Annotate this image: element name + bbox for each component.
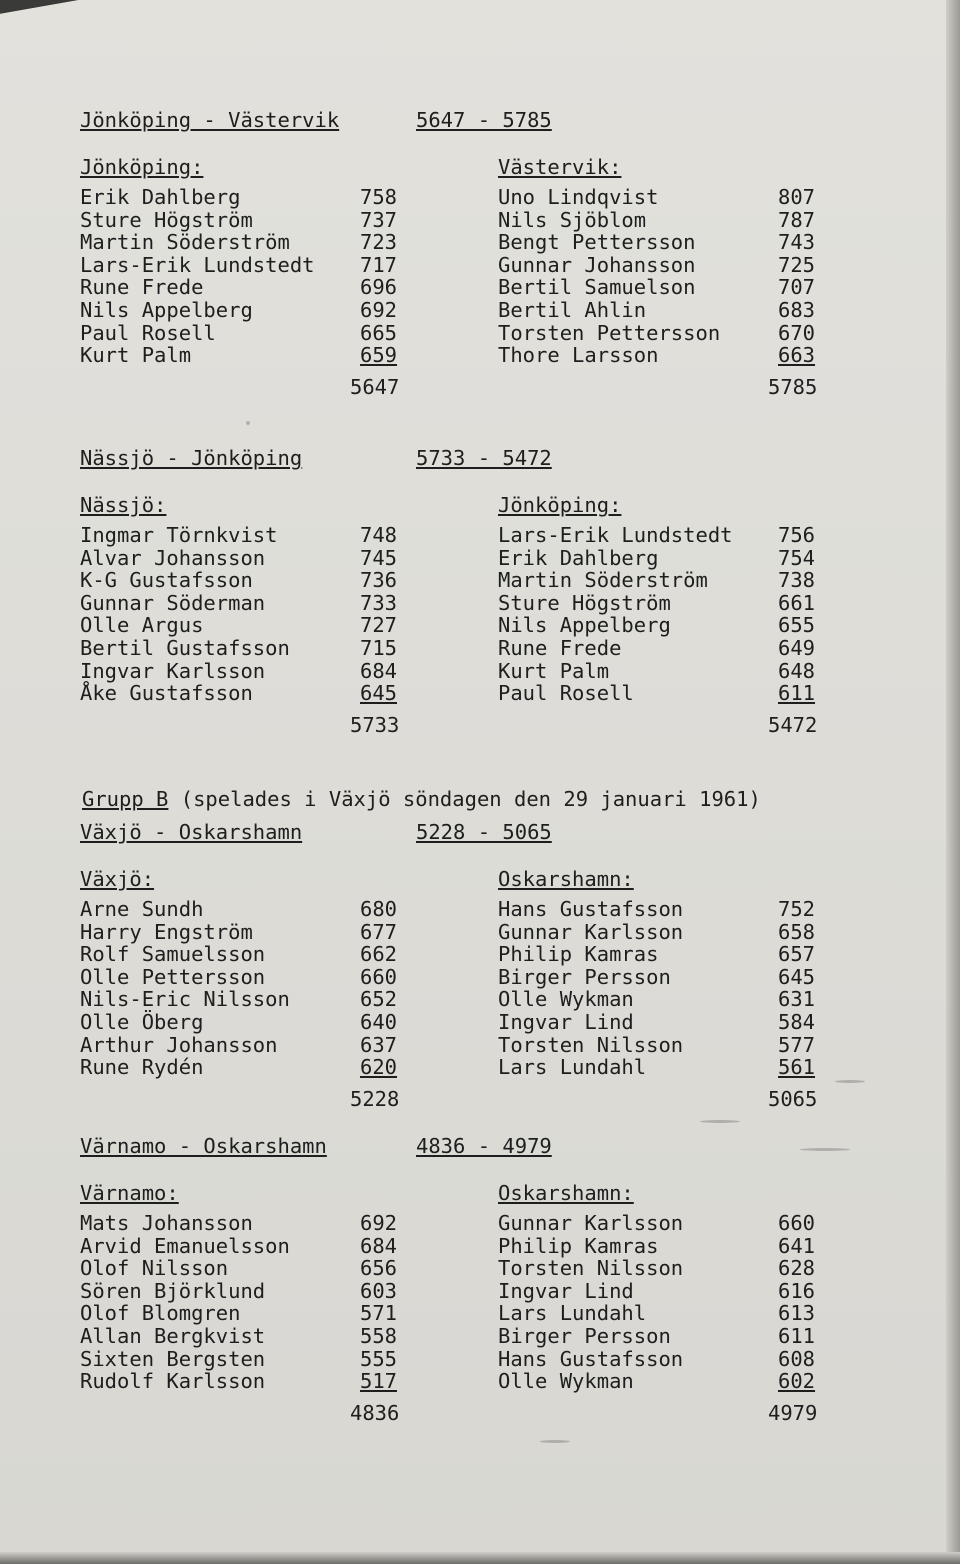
- player-score: 743: [778, 230, 816, 255]
- player-name: Ingmar Törnkvist: [80, 523, 278, 547]
- paper-speck: [540, 1440, 570, 1443]
- player-row: [80, 1348, 420, 1371]
- player-name: Alvar Johansson: [80, 545, 266, 570]
- player-row: [498, 1011, 838, 1034]
- player-name: Nils Sjöblom: [498, 207, 647, 232]
- player-name: Arvid Emanuelsson: [80, 1233, 290, 1258]
- player-row: [498, 231, 838, 254]
- player-score: 756: [778, 523, 816, 547]
- player-name: Kurt Palm: [498, 658, 610, 683]
- player-score: 648: [778, 658, 816, 683]
- player-score: 555: [360, 1346, 398, 1371]
- player-name: Bertil Gustafsson: [80, 635, 290, 660]
- player-score: 611: [778, 1323, 816, 1348]
- player-row: [498, 682, 838, 705]
- group-info: (spelades i Växjö söndagen den 29 januari 1961): [168, 787, 761, 811]
- team-name: Värnamo:: [80, 1181, 179, 1205]
- player-list: [80, 524, 420, 705]
- team-total-row: [498, 705, 838, 739]
- player-row: [80, 1280, 420, 1303]
- player-row: [498, 1212, 838, 1235]
- player-score: 517: [360, 1369, 398, 1394]
- match-header: [80, 1134, 552, 1158]
- player-name: Olle Wykman: [498, 1369, 634, 1394]
- match-score: 5228 - 5065: [416, 820, 552, 844]
- player-name: Sture Högström: [498, 590, 671, 615]
- player-score: 736: [360, 568, 398, 593]
- player-row: [498, 524, 838, 547]
- player-name: Bertil Ahlin: [498, 297, 647, 322]
- player-row: [80, 1056, 420, 1079]
- player-score: 677: [360, 919, 398, 944]
- player-score: 631: [778, 987, 816, 1012]
- player-score: 725: [778, 252, 816, 277]
- player-score: 670: [778, 320, 816, 345]
- player-name: Birger Persson: [498, 1323, 671, 1348]
- home-team: [80, 490, 420, 739]
- player-score: 571: [360, 1301, 398, 1326]
- player-score: 683: [778, 297, 816, 322]
- team-total-row: [80, 705, 420, 739]
- player-name: Olof Blomgren: [80, 1301, 241, 1326]
- player-score: 637: [360, 1032, 398, 1057]
- paper-right-edge: [946, 0, 960, 1564]
- team-name: Oskarshamn:: [498, 867, 634, 891]
- player-name: Olle Pettersson: [80, 964, 266, 989]
- player-name: Ingvar Lind: [498, 1009, 634, 1034]
- player-row: [80, 1325, 420, 1348]
- player-name: Philip Kamras: [498, 942, 659, 967]
- team-total: 5472: [768, 712, 818, 737]
- player-row: [498, 1056, 838, 1079]
- player-list: [498, 186, 838, 367]
- player-score: 738: [778, 568, 816, 593]
- player-name: Olle Argus: [80, 613, 204, 638]
- player-row: [80, 943, 420, 966]
- player-row: [498, 966, 838, 989]
- player-score: 684: [360, 1233, 398, 1258]
- player-name: K-G Gustafsson: [80, 568, 253, 593]
- player-name: Lars-Erik Lundstedt: [498, 523, 733, 547]
- player-row: [80, 186, 420, 209]
- match-header: [80, 820, 552, 844]
- home-team: [80, 152, 420, 401]
- away-team: [498, 864, 838, 1113]
- player-score: 752: [778, 897, 816, 921]
- player-row: [80, 547, 420, 570]
- group-label: Grupp B: [82, 787, 169, 811]
- player-name: Martin Söderström: [498, 568, 708, 593]
- player-row: [80, 322, 420, 345]
- player-list: [80, 1212, 420, 1393]
- player-name: Gunnar Karlsson: [498, 919, 684, 944]
- player-row: [498, 1302, 838, 1325]
- team-name: Växjö:: [80, 867, 155, 891]
- player-score: 659: [360, 343, 398, 368]
- match-title: Jönköping - Västervik: [80, 108, 340, 132]
- player-score: 661: [778, 590, 816, 615]
- player-name: Olle Öberg: [80, 1009, 204, 1034]
- player-name: Rudolf Karlsson: [80, 1369, 266, 1394]
- player-row: [498, 186, 838, 209]
- player-score: 584: [778, 1009, 816, 1034]
- player-list: [80, 186, 420, 367]
- player-score: 649: [778, 635, 816, 660]
- player-score: 652: [360, 987, 398, 1012]
- player-row: [498, 569, 838, 592]
- team-total-row: [498, 1079, 838, 1113]
- paper-speck: [835, 1080, 865, 1083]
- player-name: Erik Dahlberg: [498, 545, 659, 570]
- player-row: [80, 966, 420, 989]
- player-row: [80, 254, 420, 277]
- player-name: Thore Larsson: [498, 343, 659, 368]
- player-name: Nils-Eric Nilsson: [80, 987, 290, 1012]
- home-team: [80, 864, 420, 1113]
- player-name: Torsten Pettersson: [498, 320, 721, 345]
- match-title: Växjö - Oskarshamn: [80, 820, 303, 844]
- player-row: [80, 1257, 420, 1280]
- player-name: Kurt Palm: [80, 343, 192, 368]
- player-score: 658: [778, 919, 816, 944]
- player-row: [80, 988, 420, 1011]
- player-name: Rune Frede: [498, 635, 622, 660]
- player-score: 603: [360, 1278, 398, 1303]
- player-score: 602: [778, 1369, 816, 1394]
- team-total-row: [498, 367, 838, 401]
- away-team: [498, 1178, 838, 1427]
- player-name: Ingvar Karlsson: [80, 658, 266, 683]
- player-name: Harry Engström: [80, 919, 253, 944]
- player-name: Åke Gustafsson: [80, 681, 253, 706]
- player-row: [498, 592, 838, 615]
- player-row: [80, 660, 420, 683]
- player-row: [80, 209, 420, 232]
- player-score: 684: [360, 658, 398, 683]
- player-row: [498, 898, 838, 921]
- player-row: [80, 592, 420, 615]
- player-score: 640: [360, 1009, 398, 1034]
- team-total: 4979: [768, 1400, 818, 1425]
- match-score: 4836 - 4979: [416, 1134, 552, 1158]
- player-row: [80, 1011, 420, 1034]
- player-name: Torsten Nilsson: [498, 1256, 684, 1281]
- player-name: Olle Wykman: [498, 987, 634, 1012]
- player-name: Sören Björklund: [80, 1278, 266, 1303]
- player-score: 641: [778, 1233, 816, 1258]
- player-row: [80, 276, 420, 299]
- player-score: 717: [360, 252, 398, 277]
- player-name: Allan Bergkvist: [80, 1323, 266, 1348]
- player-row: [498, 276, 838, 299]
- player-row: [498, 988, 838, 1011]
- player-row: [80, 1370, 420, 1393]
- paper-bottom-edge: [0, 1552, 960, 1564]
- player-score: 745: [360, 545, 398, 570]
- player-score: 754: [778, 545, 816, 570]
- player-name: Rune Rydén: [80, 1055, 204, 1080]
- match-title: Värnamo - Oskarshamn: [80, 1134, 327, 1158]
- player-score: 663: [778, 343, 816, 368]
- player-row: [498, 209, 838, 232]
- match-score: 5733 - 5472: [416, 446, 552, 470]
- player-score: 657: [778, 942, 816, 967]
- player-list: [80, 898, 420, 1079]
- player-row: [80, 1034, 420, 1057]
- team-name: Nässjö:: [80, 493, 167, 517]
- player-row: [80, 1212, 420, 1235]
- player-score: 715: [360, 635, 398, 660]
- player-score: 558: [360, 1323, 398, 1348]
- player-row: [498, 921, 838, 944]
- team-total: 5228: [350, 1086, 400, 1111]
- player-score: 645: [778, 964, 816, 989]
- paper-corner-shadow: [0, 0, 130, 16]
- team-total-row: [80, 1393, 420, 1427]
- player-score: 737: [360, 207, 398, 232]
- player-row: [498, 1235, 838, 1258]
- player-name: Olof Nilsson: [80, 1256, 229, 1281]
- player-score: 561: [778, 1055, 816, 1080]
- player-name: Philip Kamras: [498, 1233, 659, 1258]
- player-name: Uno Lindqvist: [498, 185, 659, 209]
- player-row: [80, 1302, 420, 1325]
- player-row: [80, 921, 420, 944]
- player-row: [498, 637, 838, 660]
- player-name: Mats Johansson: [80, 1211, 253, 1235]
- player-row: [80, 524, 420, 547]
- paper-speck: [700, 1120, 740, 1123]
- player-row: [498, 1348, 838, 1371]
- player-name: Gunnar Johansson: [498, 252, 696, 277]
- player-score: 662: [360, 942, 398, 967]
- player-row: [498, 547, 838, 570]
- player-score: 608: [778, 1346, 816, 1371]
- team-total-row: [80, 367, 420, 401]
- player-list: [498, 524, 838, 705]
- player-score: 665: [360, 320, 398, 345]
- player-row: [498, 1257, 838, 1280]
- team-name: Oskarshamn:: [498, 1181, 634, 1205]
- player-score: 660: [778, 1211, 816, 1235]
- player-name: Bengt Pettersson: [498, 230, 696, 255]
- team-name: Jönköping:: [80, 155, 204, 179]
- player-name: Sixten Bergsten: [80, 1346, 266, 1371]
- player-score: 733: [360, 590, 398, 615]
- player-row: [498, 1325, 838, 1348]
- player-score: 707: [778, 275, 816, 300]
- team-total-row: [498, 1393, 838, 1427]
- team-name: Västervik:: [498, 155, 622, 179]
- team-total: 4836: [350, 1400, 400, 1425]
- match-score: 5647 - 5785: [416, 108, 552, 132]
- player-row: [498, 344, 838, 367]
- paper-speck: [246, 421, 250, 425]
- player-name: Paul Rosell: [498, 681, 634, 706]
- player-row: [80, 299, 420, 322]
- player-row: [80, 344, 420, 367]
- player-score: 727: [360, 613, 398, 638]
- player-name: Sture Högström: [80, 207, 253, 232]
- player-name: Hans Gustafsson: [498, 1346, 684, 1371]
- player-row: [80, 898, 420, 921]
- player-row: [498, 322, 838, 345]
- match-header: [80, 108, 552, 132]
- player-score: 660: [360, 964, 398, 989]
- team-name: Jönköping:: [498, 493, 622, 517]
- player-score: 628: [778, 1256, 816, 1281]
- player-row: [498, 254, 838, 277]
- player-name: Lars Lundahl: [498, 1055, 647, 1080]
- player-name: Torsten Nilsson: [498, 1032, 684, 1057]
- player-score: 748: [360, 523, 398, 547]
- player-row: [498, 1280, 838, 1303]
- player-row: [498, 943, 838, 966]
- player-name: Gunnar Söderman: [80, 590, 266, 615]
- player-name: Nils Appelberg: [498, 613, 671, 638]
- player-row: [80, 1235, 420, 1258]
- player-score: 655: [778, 613, 816, 638]
- away-team: [498, 490, 838, 739]
- player-score: 656: [360, 1256, 398, 1281]
- match-title: Nässjö - Jönköping: [80, 446, 303, 470]
- home-team: [80, 1178, 420, 1427]
- player-name: Birger Persson: [498, 964, 671, 989]
- player-list: [498, 898, 838, 1079]
- player-row: [80, 682, 420, 705]
- player-row: [80, 231, 420, 254]
- team-total: 5785: [768, 374, 818, 399]
- player-score: 613: [778, 1301, 816, 1326]
- player-row: [80, 614, 420, 637]
- group-heading: [82, 787, 761, 811]
- match-header: [80, 446, 552, 470]
- player-name: Rune Frede: [80, 275, 204, 300]
- player-score: 616: [778, 1278, 816, 1303]
- player-row: [498, 1034, 838, 1057]
- player-score: 692: [360, 1211, 398, 1235]
- player-name: Erik Dahlberg: [80, 185, 241, 209]
- player-name: Lars Lundahl: [498, 1301, 647, 1326]
- paper-speck: [800, 1148, 850, 1151]
- player-row: [498, 1370, 838, 1393]
- player-row: [498, 299, 838, 322]
- player-score: 696: [360, 275, 398, 300]
- player-name: Nils Appelberg: [80, 297, 253, 322]
- team-total: 5733: [350, 712, 400, 737]
- player-row: [498, 660, 838, 683]
- player-name: Hans Gustafsson: [498, 897, 684, 921]
- player-score: 620: [360, 1055, 398, 1080]
- player-score: 758: [360, 185, 398, 209]
- player-name: Bertil Samuelson: [498, 275, 696, 300]
- player-row: [498, 614, 838, 637]
- player-score: 807: [778, 185, 816, 209]
- player-name: Arthur Johansson: [80, 1032, 278, 1057]
- player-name: Gunnar Karlsson: [498, 1211, 684, 1235]
- player-row: [80, 569, 420, 592]
- player-name: Arne Sundh: [80, 897, 204, 921]
- player-score: 680: [360, 897, 398, 921]
- team-total: 5647: [350, 374, 400, 399]
- player-score: 611: [778, 681, 816, 706]
- team-total-row: [80, 1079, 420, 1113]
- player-score: 645: [360, 681, 398, 706]
- player-name: Rolf Samuelsson: [80, 942, 266, 967]
- player-name: Lars-Erik Lundstedt: [80, 252, 315, 277]
- player-name: Ingvar Lind: [498, 1278, 634, 1303]
- away-team: [498, 152, 838, 401]
- player-name: Martin Söderström: [80, 230, 290, 255]
- team-total: 5065: [768, 1086, 818, 1111]
- player-score: 692: [360, 297, 398, 322]
- player-score: 577: [778, 1032, 816, 1057]
- player-score: 787: [778, 207, 816, 232]
- player-score: 723: [360, 230, 398, 255]
- player-row: [80, 637, 420, 660]
- player-list: [498, 1212, 838, 1393]
- player-name: Paul Rosell: [80, 320, 216, 345]
